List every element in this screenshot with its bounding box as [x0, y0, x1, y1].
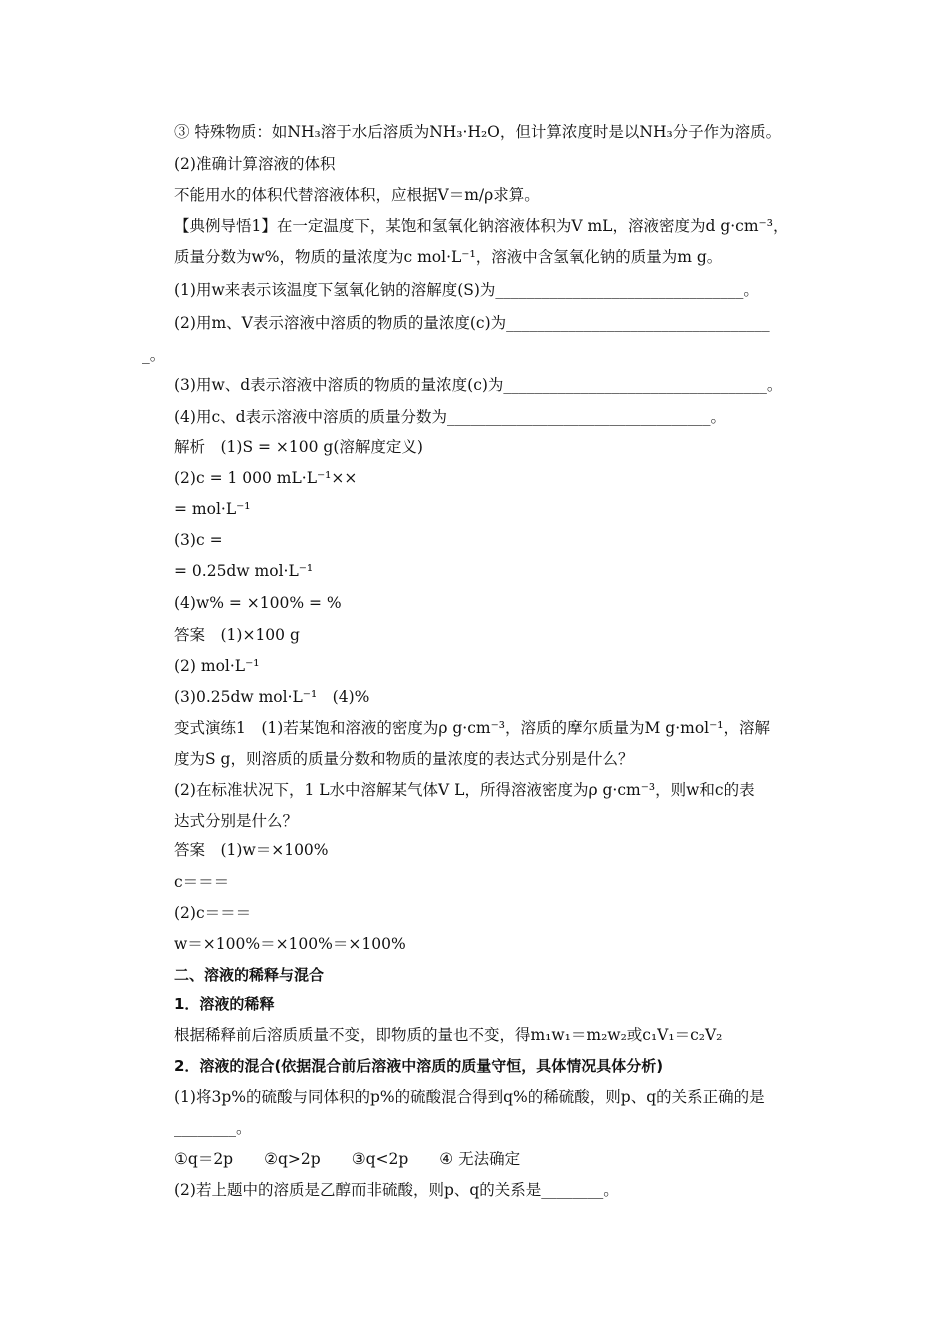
question-line: (4)用c、d表示溶液中溶质的质量分数为__________________________________。 — [174, 408, 727, 426]
subsection-heading: 2．溶液的混合(依据混合前后溶液中溶质的质量守恒，具体情况具体分析) — [174, 1057, 664, 1075]
text-line: (2)在标准状况下，1 L水中溶解某气体V L，所得溶液密度为ρ g·cm⁻³，则w和c的表 — [174, 781, 755, 799]
text-line: = mol·L⁻¹ — [174, 500, 251, 518]
text-line: 达式分别是什么？ — [174, 812, 299, 830]
text-line: ________。 — [174, 1119, 252, 1137]
text-line: (2)c＝＝＝ — [174, 904, 252, 922]
exercise-heading-line: 变式演练1 (1)若某饱和溶液的密度为ρ g·cm⁻³，溶质的摩尔质量为M g·mol⁻¹，溶解 — [174, 719, 771, 737]
text-line: (4)w% = ×100% = % — [174, 594, 342, 612]
question-line: (2)用m、V表示溶液中溶质的物质的量浓度(c)为__________________________________ — [174, 314, 770, 332]
question-line: (1)将3p%的硫酸与同体积的p%的硫酸混合得到q%的稀硫酸，则p、q的关系正确的是 — [174, 1088, 765, 1106]
text-line: (2)准确计算溶液的体积 — [174, 155, 336, 173]
text-line: w＝×100%＝×100%＝×100% — [174, 935, 406, 953]
analysis-line: 解析 (1)S = ×100 g(溶解度定义) — [174, 438, 423, 456]
question-line: (2)若上题中的溶质是乙醇而非硫酸，则p、q的关系是________。 — [174, 1181, 619, 1199]
text-line: (2) mol·L⁻¹ — [174, 657, 260, 675]
text-line: ③ 特殊物质：如NH₃溶于水后溶质为NH₃·H₂O，但计算浓度时是以NH₃分子作为溶质。 — [174, 123, 782, 141]
text-line: = 0.25dw mol·L⁻¹ — [174, 562, 314, 580]
text-line: c＝＝＝ — [174, 873, 230, 891]
text-line: 质量分数为w%，物质的量浓度为c mol·L⁻¹，溶液中含氢氧化钠的质量为m g。 — [174, 248, 723, 266]
text-line: (3)0.25dw mol·L⁻¹ (4)% — [174, 688, 370, 706]
example-heading-line: 【典例导悟1】在一定温度下，某饱和氢氧化钠溶液体积为V mL，溶液密度为d g·cm⁻³， — [174, 217, 789, 235]
answer-line: 答案 (1)×100 g — [174, 626, 300, 644]
text-line: _。 — [142, 346, 166, 364]
text-line: 度为S g，则溶质的质量分数和物质的量浓度的表达式分别是什么？ — [174, 750, 634, 768]
options-line: ①q＝2p ②q>2p ③q<2p ④ 无法确定 — [174, 1150, 521, 1168]
text-line: 不能用水的体积代替溶液体积，应根据V＝m/ρ求算。 — [174, 186, 540, 204]
text-line: (3)c = — [174, 531, 223, 549]
subsection-heading: 1．溶液的稀释 — [174, 995, 275, 1013]
question-line: (1)用w来表示该温度下氢氧化钠的溶解度(S)为________________________________。 — [174, 281, 759, 299]
answer-line: 答案 (1)w＝×100% — [174, 841, 329, 859]
section-heading: 二、溶液的稀释与混合 — [174, 966, 325, 984]
text-line: (2)c = 1 000 mL·L⁻¹×× — [174, 469, 358, 487]
question-line: (3)用w、d表示溶液中溶质的物质的量浓度(c)为__________________________________。 — [174, 376, 783, 394]
text-line: 根据稀释前后溶质质量不变，即物质的量也不变，得m₁w₁＝m₂w₂或c₁V₁＝c₂V₂ — [174, 1026, 723, 1044]
